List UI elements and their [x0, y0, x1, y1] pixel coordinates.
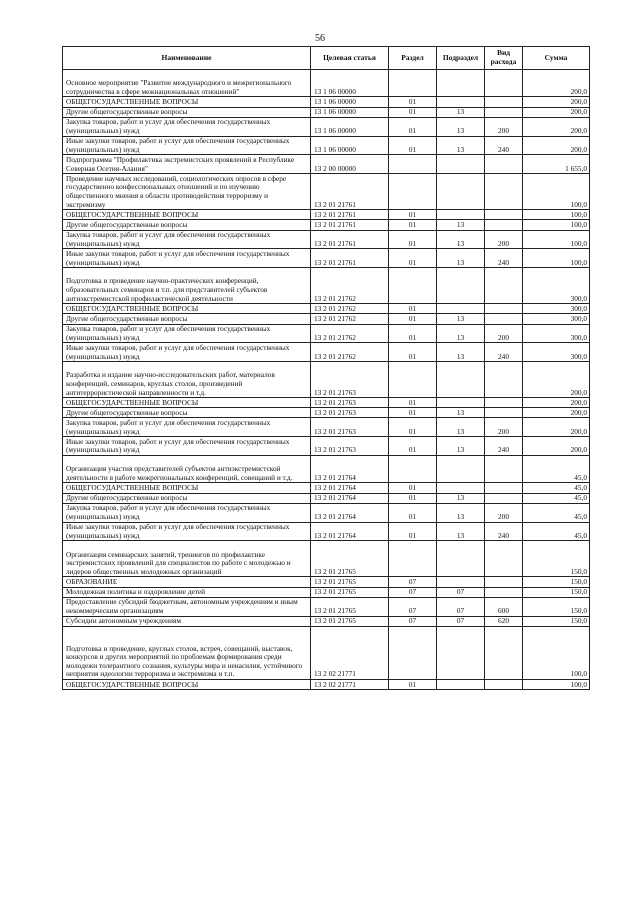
cell-code: 13 2 01 21761: [311, 249, 389, 268]
cell-sum: 300,0: [523, 343, 590, 362]
cell-name: Иные закупки товаров, работ и услуг для обеспечения государственных (муниципальных) нужд: [63, 343, 311, 362]
cell-sum: 45,0: [523, 483, 590, 493]
cell-expense-type: 200: [485, 230, 523, 249]
cell-name: Другие общегосударственные вопросы: [63, 493, 311, 503]
cell-expense-type: 620: [485, 616, 523, 626]
cell-code: 13 1 06 00000: [311, 136, 389, 155]
table-row: [63, 343, 590, 362]
cell-section: [389, 155, 437, 174]
cell-subsection: 13: [437, 249, 485, 268]
cell-code: 13 2 02 21771: [311, 626, 389, 679]
cell-expense-type: 200: [485, 418, 523, 437]
cell-name: Закупка товаров, работ и услуг для обеспечения государственных (муниципальных) нужд: [63, 117, 311, 136]
cell-name: ОБЩЕГОСУДАРСТВЕННЫЕ ВОПРОСЫ: [63, 304, 311, 314]
budget-table: [62, 46, 590, 690]
cell-sum: 100,0: [523, 210, 590, 220]
cell-section: 07: [389, 577, 437, 587]
cell-sum: 200,0: [523, 107, 590, 117]
table-row: [63, 107, 590, 117]
cell-code: 13 2 02 21771: [311, 679, 389, 689]
cell-expense-type: [485, 210, 523, 220]
cell-name: Подготовка и проведение, круглых столов, встреч, совещаний, выставок, конкурсов и других мероприятий по проблемам формирования среди молодежи толерантного сознания, культуры мира и ненасилия, устойчивого неприятия идеологии терроризма и экстремизма и т.п.: [63, 626, 311, 679]
cell-code: 13 2 01 21763: [311, 408, 389, 418]
header-sum: Сумма: [523, 47, 590, 70]
cell-name: Другие общегосударственные вопросы: [63, 220, 311, 230]
table-row: [63, 155, 590, 174]
cell-subsection: [437, 268, 485, 304]
cell-expense-type: [485, 587, 523, 597]
cell-code: 13 2 01 21762: [311, 343, 389, 362]
cell-name: ОБЩЕГОСУДАРСТВЕННЫЕ ВОПРОСЫ: [63, 97, 311, 107]
cell-code: 13 2 01 21765: [311, 587, 389, 597]
table-row: [63, 97, 590, 107]
cell-subsection: [437, 304, 485, 314]
cell-name: Проведение научных исследований, социологических опросов в сфере государственно конфессиональных отношений и по изучению общественного мнения в области противодействия терроризму и экстремизму: [63, 174, 311, 210]
cell-code: 13 2 01 21762: [311, 304, 389, 314]
cell-section: [389, 456, 437, 483]
cell-section: [389, 174, 437, 210]
cell-name: Иные закупки товаров, работ и услуг для обеспечения государственных (муниципальных) нужд: [63, 249, 311, 268]
cell-expense-type: [485, 408, 523, 418]
cell-sum: 45,0: [523, 456, 590, 483]
cell-name: Иные закупки товаров, работ и услуг для обеспечения государственных (муниципальных) нужд: [63, 136, 311, 155]
cell-sum: 300,0: [523, 304, 590, 314]
cell-sum: 45,0: [523, 503, 590, 522]
cell-name: Субсидии автономным учреждениям: [63, 616, 311, 626]
cell-sum: 150,0: [523, 577, 590, 587]
cell-name: ОБЩЕГОСУДАРСТВЕННЫЕ ВОПРОСЫ: [63, 398, 311, 408]
cell-code: 13 1 06 00000: [311, 117, 389, 136]
table-row: [63, 304, 590, 314]
cell-subsection: [437, 626, 485, 679]
cell-expense-type: 200: [485, 117, 523, 136]
table-row: [63, 541, 590, 577]
cell-expense-type: [485, 155, 523, 174]
cell-sum: 300,0: [523, 268, 590, 304]
page-number: 56: [315, 33, 325, 44]
cell-section: 07: [389, 587, 437, 597]
cell-sum: 200,0: [523, 70, 590, 97]
cell-sum: 300,0: [523, 324, 590, 343]
table-row: [63, 174, 590, 210]
cell-code: 13 2 01 21765: [311, 616, 389, 626]
cell-expense-type: [485, 174, 523, 210]
cell-subsection: [437, 362, 485, 398]
table-row: [63, 362, 590, 398]
cell-code: 13 2 01 21764: [311, 483, 389, 493]
cell-expense-type: [485, 541, 523, 577]
cell-section: [389, 70, 437, 97]
cell-subsection: 13: [437, 522, 485, 541]
cell-code: 13 2 01 21764: [311, 503, 389, 522]
cell-section: 01: [389, 314, 437, 324]
cell-name: Другие общегосударственные вопросы: [63, 107, 311, 117]
cell-expense-type: [485, 398, 523, 408]
cell-code: 13 2 01 21765: [311, 597, 389, 616]
cell-subsection: 07: [437, 587, 485, 597]
cell-code: 13 2 01 21761: [311, 220, 389, 230]
cell-name: Закупка товаров, работ и услуг для обеспечения государственных (муниципальных) нужд: [63, 503, 311, 522]
cell-sum: 200,0: [523, 97, 590, 107]
cell-sum: 45,0: [523, 522, 590, 541]
cell-subsection: 13: [437, 343, 485, 362]
table-row: [63, 70, 590, 97]
cell-name: Закупка товаров, работ и услуг для обеспечения государственных (муниципальных) нужд: [63, 324, 311, 343]
cell-section: [389, 541, 437, 577]
cell-sum: 200,0: [523, 362, 590, 398]
table-body: [63, 70, 590, 690]
cell-expense-type: [485, 70, 523, 97]
cell-expense-type: [485, 304, 523, 314]
cell-sum: 150,0: [523, 587, 590, 597]
cell-name: ОБЩЕГОСУДАРСТВЕННЫЕ ВОПРОСЫ: [63, 483, 311, 493]
cell-subsection: [437, 97, 485, 107]
cell-section: 07: [389, 597, 437, 616]
table-row: [63, 136, 590, 155]
table-row: [63, 220, 590, 230]
cell-name: Подпрограмма "Профилактика экстремистских проявлений в Республике Северная Осетия-Алания": [63, 155, 311, 174]
cell-section: 01: [389, 522, 437, 541]
table-row: [63, 522, 590, 541]
cell-section: 01: [389, 343, 437, 362]
cell-expense-type: 600: [485, 597, 523, 616]
table-row: [63, 483, 590, 493]
table-row: [63, 230, 590, 249]
cell-expense-type: [485, 268, 523, 304]
cell-sum: 100,0: [523, 249, 590, 268]
cell-section: 01: [389, 503, 437, 522]
header-section: Раздел: [389, 47, 437, 70]
cell-name: Иные закупки товаров, работ и услуг для обеспечения государственных (муниципальных) нужд: [63, 522, 311, 541]
cell-sum: 200,0: [523, 117, 590, 136]
cell-subsection: [437, 70, 485, 97]
cell-section: 01: [389, 679, 437, 689]
table-row: [63, 418, 590, 437]
cell-subsection: 13: [437, 493, 485, 503]
table-row: [63, 503, 590, 522]
cell-subsection: [437, 174, 485, 210]
cell-section: 01: [389, 97, 437, 107]
cell-section: 01: [389, 220, 437, 230]
cell-subsection: [437, 679, 485, 689]
cell-subsection: 13: [437, 136, 485, 155]
header-expense-type: Вид расхода: [485, 47, 523, 70]
cell-section: 01: [389, 210, 437, 220]
cell-code: 13 2 01 21764: [311, 493, 389, 503]
cell-expense-type: [485, 314, 523, 324]
cell-name: Закупка товаров, работ и услуг для обеспечения государственных (муниципальных) нужд: [63, 418, 311, 437]
table-row: [63, 493, 590, 503]
table-row: [63, 314, 590, 324]
cell-sum: 1 655,0: [523, 155, 590, 174]
cell-name: Закупка товаров, работ и услуг для обеспечения государственных (муниципальных) нужд: [63, 230, 311, 249]
cell-code: 13 2 01 21762: [311, 324, 389, 343]
cell-subsection: 07: [437, 616, 485, 626]
table-row: [63, 117, 590, 136]
table-row: [63, 616, 590, 626]
cell-sum: 200,0: [523, 437, 590, 456]
cell-name: Другие общегосударственные вопросы: [63, 314, 311, 324]
cell-section: 07: [389, 616, 437, 626]
cell-section: 01: [389, 249, 437, 268]
cell-subsection: [437, 577, 485, 587]
cell-code: 13 2 01 21763: [311, 398, 389, 408]
cell-expense-type: [485, 107, 523, 117]
cell-code: 13 2 01 21762: [311, 314, 389, 324]
table-row: [63, 597, 590, 616]
cell-section: 01: [389, 117, 437, 136]
table-row: [63, 577, 590, 587]
cell-name: ОБЩЕГОСУДАРСТВЕННЫЕ ВОПРОСЫ: [63, 679, 311, 689]
cell-name: Основное мероприятие "Развитие международного и межрегионального сотрудничества в сфере межнациональных отношений": [63, 70, 311, 97]
cell-subsection: 13: [437, 408, 485, 418]
cell-expense-type: [485, 362, 523, 398]
cell-subsection: [437, 456, 485, 483]
cell-subsection: 13: [437, 220, 485, 230]
cell-code: 13 2 01 21762: [311, 268, 389, 304]
cell-sum: 150,0: [523, 616, 590, 626]
header-code: Целевая статья: [311, 47, 389, 70]
cell-section: [389, 268, 437, 304]
cell-name: Подготовка и проведение научно-практических конференций, образовательных семинаров и т.п. для представителей субъектов антиэкстремистской профилактической деятельности: [63, 268, 311, 304]
cell-subsection: [437, 398, 485, 408]
cell-expense-type: [485, 577, 523, 587]
cell-section: 01: [389, 136, 437, 155]
cell-code: 13 2 01 21761: [311, 230, 389, 249]
cell-expense-type: 240: [485, 343, 523, 362]
table-header-row: [63, 47, 590, 70]
table-row: [63, 456, 590, 483]
cell-code: 13 2 01 21761: [311, 174, 389, 210]
table-row: [63, 679, 590, 689]
table-row: [63, 408, 590, 418]
cell-sum: 100,0: [523, 220, 590, 230]
cell-expense-type: [485, 493, 523, 503]
cell-name: Предоставление субсидий бюджетным, автономным учреждениям и иным некоммерческим организациям: [63, 597, 311, 616]
cell-section: 01: [389, 324, 437, 343]
cell-subsection: 13: [437, 117, 485, 136]
cell-name: ОБРАЗОВАНИЕ: [63, 577, 311, 587]
cell-subsection: [437, 541, 485, 577]
cell-expense-type: 240: [485, 136, 523, 155]
cell-code: 13 2 01 21764: [311, 456, 389, 483]
cell-name: Иные закупки товаров, работ и услуг для обеспечения государственных (муниципальных) нужд: [63, 437, 311, 456]
cell-sum: 150,0: [523, 597, 590, 616]
cell-name: ОБЩЕГОСУДАРСТВЕННЫЕ ВОПРОСЫ: [63, 210, 311, 220]
cell-section: 01: [389, 230, 437, 249]
table-row: [63, 398, 590, 408]
cell-name: Организация семинарских занятий, тренингов по профилактике экстремистских проявлений для специалистов по работе с молодежью и лидеров общественных молодежных организаций: [63, 541, 311, 577]
cell-sum: 200,0: [523, 418, 590, 437]
cell-subsection: [437, 155, 485, 174]
cell-code: 13 2 01 21763: [311, 418, 389, 437]
cell-expense-type: [485, 220, 523, 230]
cell-sum: 100,0: [523, 230, 590, 249]
cell-sum: 200,0: [523, 136, 590, 155]
cell-subsection: 13: [437, 437, 485, 456]
cell-subsection: [437, 483, 485, 493]
cell-section: [389, 362, 437, 398]
cell-sum: 200,0: [523, 408, 590, 418]
cell-subsection: [437, 210, 485, 220]
cell-sum: 100,0: [523, 679, 590, 689]
cell-sum: 300,0: [523, 314, 590, 324]
cell-code: 13 1 06 00000: [311, 70, 389, 97]
cell-expense-type: [485, 456, 523, 483]
cell-sum: 100,0: [523, 174, 590, 210]
table-row: [63, 249, 590, 268]
cell-section: [389, 626, 437, 679]
header-subsection: Подраздел: [437, 47, 485, 70]
cell-name: Разработка и издание научно-исследовательских работ, материалов конференций, семинаров, круглых столов, произведений антитеррористической направленности и т.д.: [63, 362, 311, 398]
header-name: Наименование: [63, 47, 311, 70]
cell-section: 01: [389, 418, 437, 437]
cell-section: 01: [389, 493, 437, 503]
cell-subsection: 07: [437, 597, 485, 616]
cell-sum: 45,0: [523, 493, 590, 503]
cell-sum: 100,0: [523, 626, 590, 679]
cell-section: 01: [389, 437, 437, 456]
cell-subsection: 13: [437, 314, 485, 324]
cell-expense-type: 200: [485, 324, 523, 343]
cell-code: 13 2 01 21765: [311, 577, 389, 587]
cell-subsection: 13: [437, 503, 485, 522]
cell-section: 01: [389, 398, 437, 408]
cell-subsection: 13: [437, 107, 485, 117]
cell-code: 13 2 00 00000: [311, 155, 389, 174]
table-row: [63, 626, 590, 679]
cell-name: Молодежная политика и оздоровление детей: [63, 587, 311, 597]
cell-code: 13 1 06 00000: [311, 97, 389, 107]
cell-expense-type: [485, 483, 523, 493]
cell-sum: 200,0: [523, 398, 590, 408]
cell-name: Организация участия представителей субъектов антиэкстремистской деятельности в работе межрегиональных конференций, совещаний и т.д.: [63, 456, 311, 483]
cell-section: 01: [389, 107, 437, 117]
cell-name: Другие общегосударственные вопросы: [63, 408, 311, 418]
cell-subsection: 13: [437, 230, 485, 249]
cell-code: 13 2 01 21761: [311, 210, 389, 220]
cell-expense-type: 240: [485, 249, 523, 268]
cell-section: 01: [389, 408, 437, 418]
cell-expense-type: [485, 679, 523, 689]
table-row: [63, 324, 590, 343]
cell-expense-type: [485, 97, 523, 107]
cell-expense-type: 240: [485, 522, 523, 541]
cell-code: 13 1 06 00000: [311, 107, 389, 117]
table-row: [63, 587, 590, 597]
cell-sum: 150,0: [523, 541, 590, 577]
cell-code: 13 2 01 21763: [311, 437, 389, 456]
table-row: [63, 268, 590, 304]
cell-expense-type: 240: [485, 437, 523, 456]
cell-expense-type: 200: [485, 503, 523, 522]
cell-code: 13 2 01 21765: [311, 541, 389, 577]
cell-code: 13 2 01 21764: [311, 522, 389, 541]
table-row: [63, 210, 590, 220]
cell-expense-type: [485, 626, 523, 679]
cell-code: 13 2 01 21763: [311, 362, 389, 398]
cell-subsection: 13: [437, 324, 485, 343]
cell-section: 01: [389, 483, 437, 493]
cell-subsection: 13: [437, 418, 485, 437]
table-row: [63, 437, 590, 456]
cell-section: 01: [389, 304, 437, 314]
